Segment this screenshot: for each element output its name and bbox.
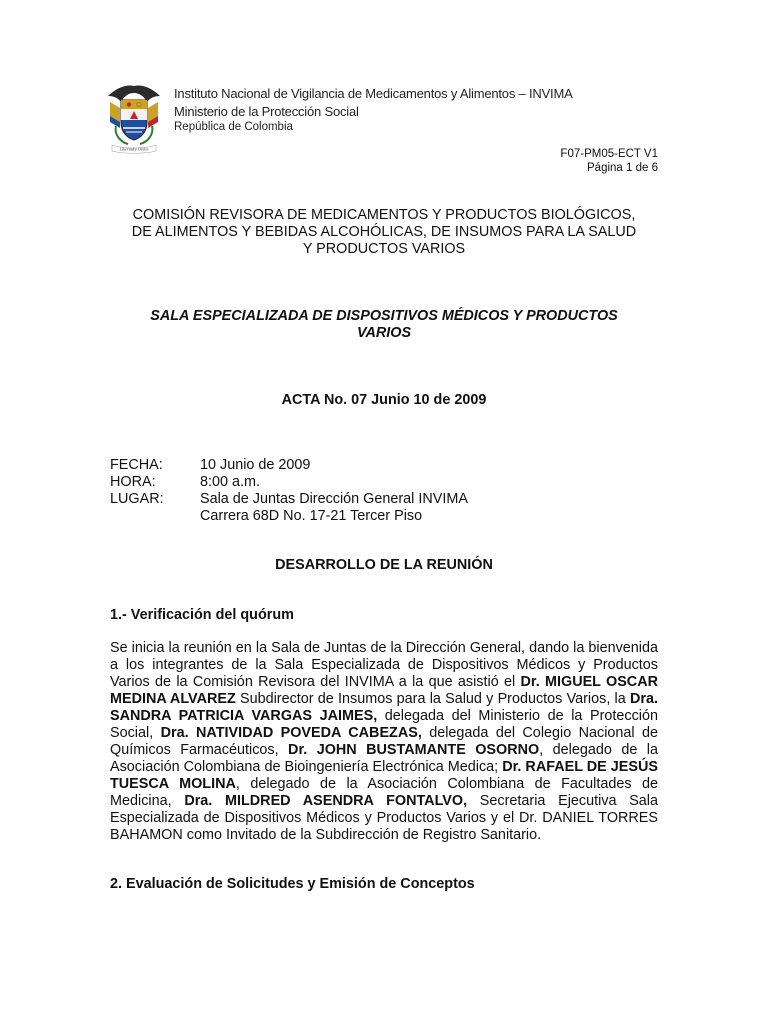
attendee-name: Dr. JOHN BUSTAMANTE OSORNO bbox=[288, 742, 540, 758]
sala-title-line: SALA ESPECIALIZADA DE DISPOSITIVOS MÉDICOS Y PRODUCTOS bbox=[150, 308, 618, 324]
commission-title-line: COMISIÓN REVISORA DE MEDICAMENTOS Y PRODUCTOS BIOLÓGICOS, bbox=[132, 207, 636, 223]
evaluation-heading: 2. Evaluación de Solicitudes y Emisión de Conceptos bbox=[110, 876, 475, 892]
sala-title bbox=[110, 308, 658, 342]
para-text: delegada del Colegio Nacional de Químicos Farmacéuticos, bbox=[110, 725, 658, 758]
para-text: , delegado de la Asociación Colombiana de Facultades de Medicina, bbox=[110, 776, 658, 809]
institute-name: Instituto Nacional de Vigilancia de Medicamentos y Alimentos – INVIMA bbox=[174, 86, 573, 101]
hora-label: HORA: bbox=[110, 474, 156, 490]
lugar-label: LUGAR: bbox=[110, 491, 164, 507]
ministry-name: Ministerio de la Protección Social bbox=[174, 104, 359, 119]
commission-title bbox=[110, 207, 658, 258]
quorum-paragraph bbox=[110, 640, 658, 844]
colombia-coat-of-arms-logo bbox=[104, 82, 164, 154]
attendee-name: Dra. SANDRA PATRICIA VARGAS JAIMES, bbox=[110, 691, 658, 724]
document-code: F07-PM05-ECT V1 bbox=[560, 148, 658, 160]
page-number: Página 1 de 6 bbox=[587, 162, 658, 174]
lugar-address: Carrera 68D No. 17-21 Tercer Piso bbox=[200, 508, 423, 524]
para-text: , delegado de la Asociación Colombiana de Bioingeniería Electrónica Medica; bbox=[110, 742, 659, 775]
hora-value: 8:00 a.m. bbox=[200, 474, 260, 490]
attendee-name: Dr. MIGUEL OSCAR MEDINA ALVAREZ bbox=[110, 674, 658, 707]
para-text: Secretaria Ejecutiva Sala Especializada de Dispositivos Médicos y Productos Varios y el Dr. DANIEL TORRES BAHAMON como Invitado de la Subdirección de Registro Sanitario. bbox=[110, 793, 659, 843]
acta-title: ACTA No. 07 Junio 10 de 2009 bbox=[281, 392, 487, 408]
attendee-name: Dra. MILDRED ASENDRA FONTALVO, bbox=[184, 793, 468, 809]
attendee-name: Dra. NATIVIDAD POVEDA CABEZAS, bbox=[160, 725, 422, 741]
section-title: DESARROLLO DE LA REUNIÓN bbox=[275, 557, 493, 573]
commission-title-line: Y PRODUCTOS VARIOS bbox=[302, 241, 466, 257]
attendee-name: Dr. RAFAEL DE JESÚS TUESCA MOLINA bbox=[110, 759, 658, 792]
lugar-value: Sala de Juntas Dirección General INVIMA bbox=[200, 491, 468, 507]
quorum-heading: 1.- Verificación del quórum bbox=[110, 607, 294, 623]
para-text: delegada del Ministerio de la Protección Social, bbox=[110, 708, 658, 741]
fecha-label: FECHA: bbox=[110, 457, 163, 473]
para-text: Se inicia la reunión en la Sala de Juntas de la Dirección General, dando la bienvenida a los integrantes de la Sala Especializada de Dispositivos Médicos y Productos Varios de la Comisión Revisora del INVIMA a la que asistió el bbox=[110, 640, 658, 690]
commission-title-line: DE ALIMENTOS Y BEBIDAS ALCOHÓLICAS, DE INSUMOS PARA LA SALUD bbox=[131, 224, 637, 240]
fecha-value: 10 Junio de 2009 bbox=[200, 457, 311, 473]
sala-title-line: VARIOS bbox=[356, 325, 412, 341]
seal-motto: Libertad y Orden bbox=[119, 146, 149, 152]
country-name: República de Colombia bbox=[174, 121, 293, 133]
para-text: Subdirector de Insumos para la Salud y Productos Varios, la bbox=[235, 691, 630, 707]
